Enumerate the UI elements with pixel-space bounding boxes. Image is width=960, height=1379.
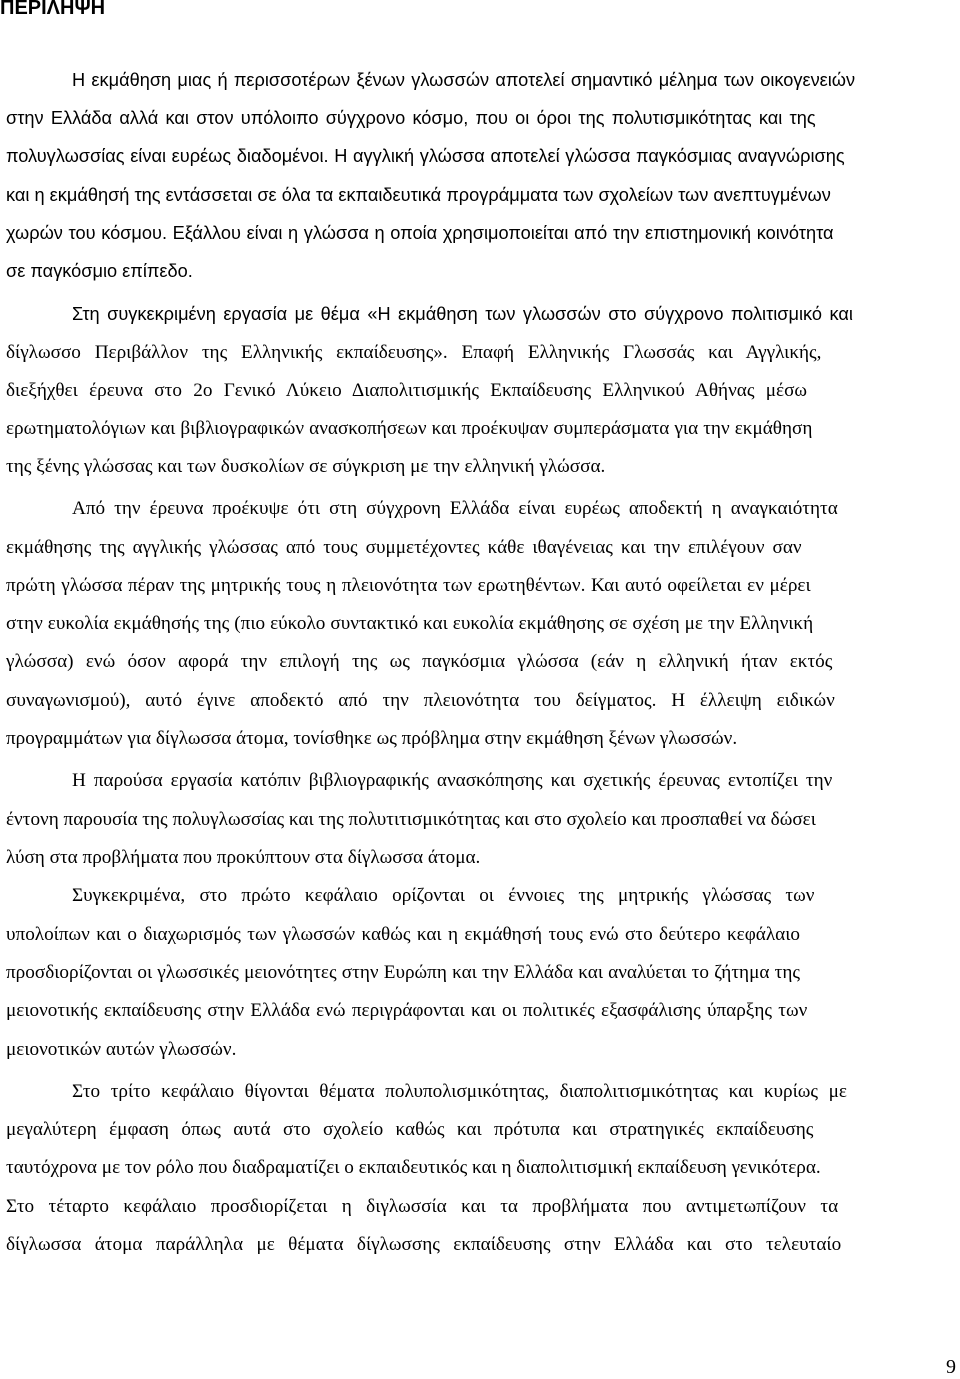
text-line: Η εκμάθηση μιας ή περισσοτέρων ξένων γλωσσών αποτελεί σημαντικό μέλημα των οικογενειών xyxy=(72,70,856,90)
text-line: γλώσσα) ενώ όσον αφορά την επιλογή της ως παγκόσμια γλώσσα (εάν η ελληνική ήταν εκτός xyxy=(6,651,833,672)
page-title: ΠΕΡΙΛΗΨΗ xyxy=(0,0,106,19)
text-line: λύση στα προβλήματα που προκύπτουν στα δίγλωσσα άτομα. xyxy=(6,847,481,868)
text-line: μειονοτικής εκπαίδευσης στην Ελλάδα ενώ περιγράφονται και οι πολιτικές εξασφάλισης ύπαρξης των xyxy=(6,1000,808,1021)
text-line: δίγλωσσο Περιβάλλον της Ελληνικής εκπαίδευσης». Επαφή Ελληνικής Γλωσσάς και Αγγλικής, xyxy=(6,342,822,363)
text-line: και η εκμάθησή της εντάσσεται σε όλα τα εκπαιδευτικά προγράμματα των σχολείων των ανεπτυγμένων xyxy=(6,185,831,205)
text-line: Από την έρευνα προέκυψε ότι στη σύγχρονη Ελλάδα είναι ευρέως αποδεκτή η αναγκαιότητα xyxy=(72,498,838,519)
text-line: ταυτόχρονα με τον ρόλο που διαδραματίζει ο εκπαιδευτικός και η διαπολιτισμική εκπαίδευση γενικότερα. xyxy=(6,1157,821,1178)
text-line: προγραμμάτων για δίγλωσσα άτομα, τονίσθηκε ως πρόβλημα στην εκμάθηση ξένων γλωσσών. xyxy=(6,728,738,749)
text-line: προσδιορίζονται οι γλωσσικές μειονότητες στην Ευρώπη και την Ελλάδα και αναλύεται το ζήτημα της xyxy=(6,962,800,983)
text-line: διεξήχθει έρευνα στο 2ο Γενικό Λύκειο Διαπολιτισμικής Εκπαίδευσης Ελληνικού Αθήνας μέσω xyxy=(6,380,808,401)
text-line: σε παγκόσμιο επίπεδο. xyxy=(6,261,193,281)
text-line: Στο τέταρτο κεφάλαιο προσδιορίζεται η διγλωσσία και τα προβλήματα που αντιμετωπίζουν τα xyxy=(6,1196,839,1217)
text-line: Στο τρίτο κεφάλαιο θίγονται θέματα πολυπολισμικότητας, διαπολιτισμικότητας και κυρίως με xyxy=(72,1081,847,1102)
text-line: μειονοτικών αυτών γλωσσών. xyxy=(6,1039,237,1060)
text-line: πρώτη γλώσσα πέραν της μητρικής τους η πλειονότητα των ερωτηθέντων. Και αυτό οφείλεται εν μέρει xyxy=(6,575,811,596)
text-line: της ξένης γλώσσας και των δυσκολίων σε σύγκριση με την ελληνική γλώσσα. xyxy=(6,456,606,477)
text-line: εκμάθησης της αγγλικής γλώσσας από τους συμμετέχοντες κάθε ιθαγένειας και την επιλέγουν σαν xyxy=(6,537,802,558)
text-line: δίγλωσσα άτομα παράλληλα με θέματα δίγλωσσης εκπαίδευσης στην Ελλάδα και στο τελευταίο xyxy=(6,1234,842,1255)
text-line: έντονη παρουσία της πολυγλωσσίας και της πολυτιτισμικότητας και στο σχολείο και προσπαθεί να δώσει xyxy=(6,809,816,830)
text-line: Στη συγκεκριμένη εργασία με θέμα «Η εκμάθηση των γλωσσών στο σύγχρονο πολιτισμικό και xyxy=(72,304,853,324)
text-line: ερωτηματολόγιων και βιβλιογραφικών ανασκοπήσεων και προέκυψαν συμπεράσματα για την εκμάθηση xyxy=(6,418,813,439)
text-line: στην Ελλάδα αλλά και στον υπόλοιπο σύγχρονο κόσμο, που οι όροι της πολυτισμικότητας και της xyxy=(6,108,816,128)
text-line: Συγκεκριμένα, στο πρώτο κεφάλαιο ορίζονται οι έννοιες της μητρικής γλώσσας των xyxy=(72,885,815,906)
text-line: Η παρούσα εργασία κατόπιν βιβλιογραφικής ανασκόπησης και σχετικής έρευνας εντοπίζει την xyxy=(72,770,833,791)
text-line: υπολοίπων και ο διαχωρισμός των γλωσσών καθώς και η εκμάθησή τους ενώ στο δεύτερο κεφάλαιο xyxy=(6,924,800,945)
text-line: συναγωνισμού), αυτό έγινε αποδεκτό από την πλειονότητα του δείγματος. Η έλλειψη ειδικών xyxy=(6,690,835,711)
text-line: στην ευκολία εκμάθησής της (πιο εύκολο συντακτικό και ευκολία εκμάθησης σε σχέση με την Ελληνική xyxy=(6,613,814,634)
text-line: πολυγλωσσίας είναι ευρέως διαδομένοι. Η αγγλική γλώσσα αποτελεί γλώσσα παγκόσμιας αναγνώρισης xyxy=(6,146,845,166)
text-line: χωρών του κόσμου. Εξάλλου είναι η γλώσσα η οποία χρησιμοποιείται από την επιστημονική κοινότητα xyxy=(6,223,834,243)
text-line: μεγαλύτερη έμφαση όπως αυτά στο σχολείο καθώς και πρότυπα και στρατηγικές εκπαίδευσης xyxy=(6,1119,814,1140)
page-number: 9 xyxy=(946,1356,956,1378)
